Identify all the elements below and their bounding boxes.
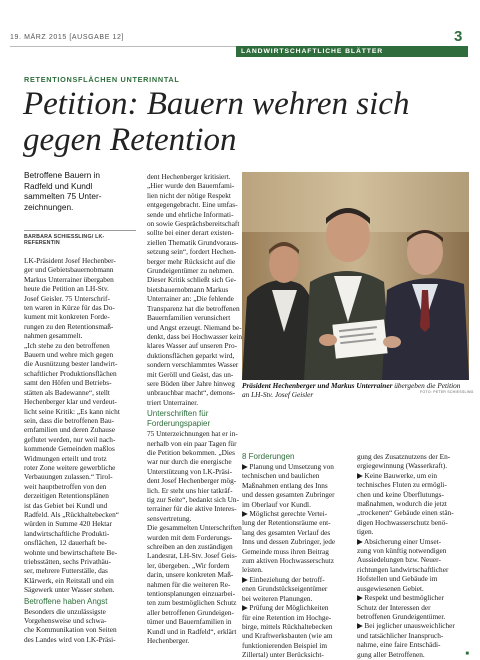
headline-line: gegen Retention — [23, 122, 237, 158]
text-line: geflutet werden, nur weil nach- — [24, 434, 116, 444]
text-line: „Hier wurde den Bauernfami- — [147, 181, 235, 191]
text-line: und tatsächlicher Inanspruch- — [357, 630, 444, 640]
text-line: bei weiteren Planungen. — [242, 593, 313, 603]
text-line: sende und ehrliche Informati- — [147, 209, 234, 219]
caption-bold: Präsident Hechenberger und Markus Unterrainer — [242, 381, 393, 390]
text-line: sondern verschlammtes Wasser — [147, 360, 239, 370]
section-title: LANDWIRTSCHAFTLICHE BLÄTTER — [241, 48, 384, 55]
text-line: onsflächen, 12 dauerhaft be- — [24, 538, 108, 548]
text-line: gung aller Betroffenen. — [357, 649, 425, 659]
text-line: ernfamilien und deren Zuhause — [24, 425, 115, 435]
text-line: gung des Zusatznutzens der En- — [357, 452, 451, 461]
text-line: ausgewiesenen Gebiet. — [357, 583, 424, 593]
text-line: Besonders die unzulässigste — [24, 606, 106, 616]
article-byline: BARBARA SCHIESSLING/ LK-REFERENTIN — [24, 230, 136, 246]
text-line: tigen. — [357, 527, 374, 537]
text-line: schaftlicher Produktionsflächen — [24, 368, 117, 378]
text-line: Landesrat, LH-Stv. Josef Geis- — [147, 551, 238, 561]
text-line: war nur durch die energische — [147, 457, 232, 467]
text-line: weit hauptbetroffen von den — [24, 481, 107, 491]
subheading-line: Forderungspapier — [147, 419, 211, 429]
text-line: heute die Petition an LH-Stv. — [24, 284, 109, 294]
text-line: Sägewerk unter Wasser stehen. — [24, 585, 115, 595]
column-lines — [24, 256, 140, 595]
end-mark: ■ — [465, 650, 469, 657]
text-line: Klärwerk, ein Reitstall und ein — [24, 575, 114, 585]
text-line: ler, übergeben. „Wir fordern — [147, 560, 230, 570]
text-line: „trockenen“ Gebäude einen stän- — [357, 508, 454, 518]
text-line: licht seine Kritik: „Es kann nicht — [24, 406, 120, 416]
petition-document — [332, 319, 387, 358]
text-line: landwirtschaftliche Produkti- — [24, 528, 110, 538]
text-line: nahmen gesammelt. — [24, 331, 83, 341]
text-line: die Petition bekommen. „Dies — [147, 447, 235, 457]
text-line: betroffenen Grundeigentümer. — [357, 611, 446, 621]
text-line: Widmungen erteilt und trotz — [24, 453, 107, 463]
text-line: Hofstellen und Gebäude im — [357, 574, 438, 584]
text-line: darin, unsere konkreten Maß- — [147, 570, 234, 580]
text-line: maßnahmen, wodurch die jetzt — [357, 499, 447, 509]
column-lines — [24, 607, 140, 645]
text-line: im Oberlauf vor Kundl. — [242, 499, 311, 509]
text-line: und dessen gesamten Zubringer — [242, 490, 335, 500]
text-line: aller betroffenen Grundeigen- — [147, 607, 234, 617]
text-line: mit Geröll und Geäst, das un- — [147, 369, 234, 379]
subheading-line: Unterschriften für — [147, 409, 209, 419]
text-line: ger und Gebietsbauernobmann — [24, 265, 114, 275]
text-line: unbrauchbar macht“, demons- — [147, 388, 236, 398]
text-line: enen Grundstückseigentümer — [242, 584, 328, 594]
text-line: Kundl und in Radfeld“, erklärt — [147, 626, 237, 636]
text-line: Hechenberger klar und verdeut- — [24, 397, 117, 407]
text-line: triert Unterrainer. — [147, 397, 199, 407]
text-line: Dieser Kritik schließt sich Ge- — [147, 275, 237, 285]
text-line: Unterrainer an: „Die fehlende — [147, 294, 234, 304]
text-line: ▶ Respekt und bestmöglicher — [357, 593, 444, 603]
text-line: kommende Gemeinden maßlos — [24, 444, 115, 454]
text-line: klares Wasser auf unseren Pro- — [147, 341, 238, 351]
text-line: lung der Retentionsräume ent- — [242, 518, 331, 528]
text-column-1 — [24, 256, 140, 644]
text-line: che Kommunikation von Seiten — [24, 625, 117, 635]
text-line: ▶ Prüfung der Möglichkeiten — [242, 603, 329, 613]
caption-rest: übergeben die Petition an LH-Stv. Josef Geisler — [242, 381, 461, 399]
lead-line: zeichnungen. — [24, 201, 74, 212]
text-line: Unterstützung von LK-Präsi- — [147, 466, 233, 476]
text-line: ist das Gebiet bei Kundl und — [24, 500, 108, 510]
text-line: ten zum bestmöglichen Schutz — [147, 598, 237, 608]
text-line: dent Josef Hechenberger mög- — [147, 476, 237, 486]
text-line: und Kraftwerksbauten (wie am — [242, 631, 333, 641]
text-line: dent Hechenberger kritisiert. — [147, 172, 231, 181]
text-line: berger mehr Rücksicht auf die — [147, 256, 236, 266]
text-line: richtungen landwirtschaftlicher — [357, 564, 449, 574]
text-line: ziellen Thematik Grundvoraus- — [147, 237, 239, 247]
headline-line: Petition: Bauern wehren sich — [23, 86, 410, 122]
text-line: tümer und Bauernfamilien in — [147, 617, 232, 627]
subheading-unterschriften — [147, 409, 264, 429]
page-number: 3 — [454, 28, 463, 45]
text-line: des Landes wird von LK-Präsi- — [24, 634, 116, 644]
text-line: technischen und baulichen — [242, 471, 320, 481]
text-line: chen und keine Überflutungs- — [357, 489, 444, 499]
text-line: nerhalb von ein paar Tagen für — [147, 438, 237, 448]
text-column-4 — [357, 452, 469, 659]
text-line: birge, mittels Rückhaltebecken — [242, 621, 333, 631]
text-line: denkt, dass bei Hochwasser kein — [147, 331, 243, 341]
photo-credit: FOTO: PETER SCHIESSLING — [420, 390, 474, 394]
text-line: ten waren in Kürze für das Do- — [24, 303, 115, 313]
text-line: wurden mit dem Forderungs- — [147, 532, 233, 542]
text-line: Inns und dessen Zubringer, jede — [242, 537, 336, 547]
text-line: sollte bei einer derart existen- — [147, 228, 234, 238]
text-line: bietsbauernobmann Markus — [147, 284, 229, 294]
text-line: ▶ Einbeziehung der betroff- — [242, 574, 325, 584]
text-line: entgegengebracht. Eine umfas- — [147, 200, 238, 210]
text-line: triebsstätten, sechs Privathäu- — [24, 557, 111, 566]
text-line: ▶ Keine Bauwerke, um ein — [357, 470, 437, 480]
column-lines — [242, 462, 349, 660]
text-line: Radfeld. Als „Rückhaltebecken“ — [24, 509, 120, 519]
text-line: technisches Fluten zu ermögli- — [357, 480, 447, 490]
text-line: Aussiedelungen bzw. Neuer- — [357, 555, 441, 565]
text-line: zung von künftig notwendigen — [357, 546, 447, 556]
text-line: ▶ Planung und Umsetzung von — [242, 462, 334, 471]
text-line: und Angst erzeugt. Niemand be- — [147, 322, 242, 332]
text-line: nahme, eine faire Entschädi- — [357, 640, 441, 650]
lead-line: sammelten 75 Unter- — [24, 191, 102, 201]
text-line: sere Böden über Jahre hinweg — [147, 378, 235, 388]
text-line: Transparenz hat die betroffenen — [147, 303, 240, 313]
text-line: schreiben an den zuständigen — [147, 542, 233, 552]
text-line: für eine Retention im Hochge- — [242, 612, 332, 622]
text-line: lien nicht der nötige Respekt — [147, 190, 231, 200]
text-line: „Ich stehe zu den betroffenen — [24, 340, 110, 350]
text-line: LK-Präsident Josef Hechenber- — [24, 256, 116, 265]
text-line: Hechenberger. — [147, 636, 190, 646]
text-line: rungen zu den Retentionsmaß- — [24, 321, 114, 331]
text-line: tig zur Seite“, bedankt sich Un- — [147, 495, 239, 504]
text-line: derzeitigen Retentionsplänen — [24, 491, 109, 501]
text-line: ser, mehrere Futterställe, das — [24, 566, 108, 576]
text-column-3 — [242, 452, 349, 660]
text-line: Bauern und wehre mich gegen — [24, 350, 114, 360]
text-line: Markus Unterrainer übergaben — [24, 274, 114, 284]
lead-line: Radfeld und Kundl — [24, 180, 93, 191]
text-line: lang des gesamten Verlauf des — [242, 527, 331, 537]
text-line: Zillertal) unter Berücksicht- — [242, 650, 324, 660]
text-line: setzung sein“, fordert Hechen- — [147, 247, 237, 257]
text-line: zum aktiven Hochwasserschutz — [242, 556, 334, 566]
article-headline — [23, 86, 473, 158]
text-line: Josef Geisler. 75 Unterschrif- — [24, 293, 110, 303]
text-line: terrainer für die aktive Interes- — [147, 504, 237, 514]
text-line: sensvertretung. — [147, 513, 192, 523]
section-banner — [236, 46, 468, 57]
text-line: Verbauungen zulassen.“ Tirol- — [24, 472, 113, 482]
text-line: leisten. — [242, 565, 263, 575]
subheading-angst: Betroffene haben Angst — [24, 596, 108, 606]
issue-date: 19. MÄRZ 2015 [AUSGABE 12] — [10, 34, 125, 41]
text-line: ergiegewinnung (Wasserkraft). — [357, 461, 448, 471]
text-line: lich. Er steht uns hier tatkräf- — [147, 485, 233, 495]
text-line: roter Zone weitere gewerbliche — [24, 462, 116, 472]
text-line: Schutz der Interessen der — [357, 602, 431, 612]
text-line: stätten als Badewanne“, stellt — [24, 387, 110, 397]
text-line: Vorgehensweise und schwa- — [24, 616, 107, 626]
text-line: Grundeigentümer zu nehmen. — [147, 266, 234, 276]
article-kicker: RETENTIONSFLÄCHEN UNTERINNTAL — [24, 75, 180, 84]
column-lines — [357, 452, 469, 659]
text-line: digen Hochwasserschutz benö- — [357, 517, 448, 527]
article-photo — [242, 172, 469, 380]
lead-line: Betroffene Bauern in — [24, 170, 100, 180]
article-lead — [24, 170, 136, 212]
text-line: funktionierenden Beispiel im — [242, 640, 328, 650]
subheading-forderungen: 8 Forderungen — [242, 452, 295, 461]
text-line: wohnte und bewirtschaftete Be- — [24, 547, 118, 557]
text-line: Bauernfamilien verunsichert — [147, 313, 231, 323]
text-line: ▶ Möglichst gerechte Vertei- — [242, 509, 328, 519]
text-line: ▶ Absicherung einer Umset- — [357, 536, 442, 546]
text-line: die Ausnützung bester landwirt- — [24, 359, 118, 369]
text-line: tentionsplanungen einzuarbei- — [147, 589, 236, 599]
text-line: on sowie Gesprächsbereitschaft — [147, 219, 240, 229]
text-line: ▶ Bei jeglicher unausweichlicher — [357, 621, 455, 631]
text-line: duktionsflächen geparkt wird, — [147, 350, 235, 360]
text-line: samt den Höfen und Betriebs- — [24, 378, 112, 388]
text-line: Maßnahmen entlang des Inns — [242, 480, 328, 490]
text-line: Gemeinde muss ihren Beitrag — [242, 546, 329, 556]
text-line: kument mit konkreten Forde- — [24, 312, 110, 322]
text-line: Die gesammelten Unterschriften — [147, 523, 242, 533]
text-line: nahmen für die weiteren Re- — [147, 579, 231, 589]
text-line: würden in Summe 420 Hektar — [24, 519, 112, 529]
header-rule — [10, 46, 236, 47]
text-line: sein, dass die betroffenen Bau- — [24, 415, 115, 425]
text-line: 75 Unterzeichnungen hat er in- — [147, 429, 238, 439]
